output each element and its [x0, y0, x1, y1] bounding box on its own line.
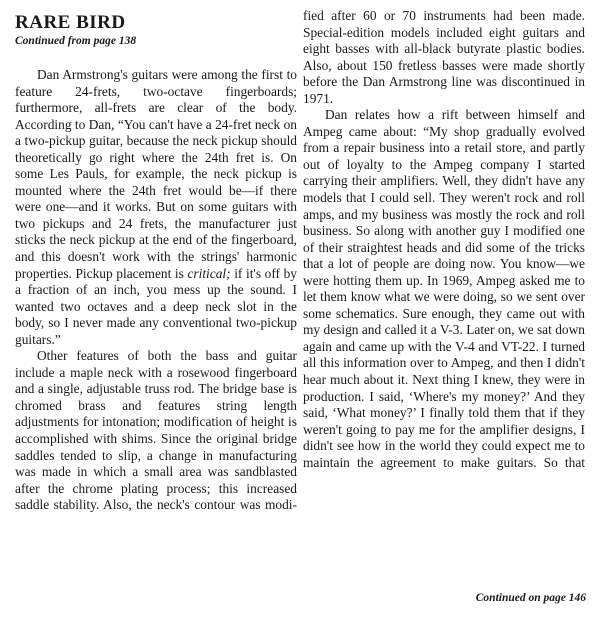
paragraph-ampeg-rift: Dan relates how a rift between himself and Ampeg came about: “My shop gradually evolved from a repair business into a retail store, and partly out of loyalty to the Ampeg company I started carrying their amplifiers. Well, they didn't have any models that I could sell. They weren't rock and roll amps, and my business was mostly the rock and roll business. So along with another guy I modified one of their straightest heads and did some of the tricks that a lot of people are doing now. You know—we were hotting them up. In 1969, Ampeg asked me to let them know what we were doing, so we sent over some schematics. Sure enough, they came out with my design and called it a V-3. Later on, we sat down again and came up with the V-4 and VT-22. I turned all this information over to Ampeg, and then I didn't hear much about it. Next thing I knew, they were in production. I said, ‘Where's my money?’ And they said, ‘What money?’ I finally told them that if they weren't going to pay me for the amplifier designs, I didn't see how in the world they could expect me to maintain the agreement to make guitars. So that: [303, 107, 585, 470]
emphasis-critical: critical;: [187, 265, 231, 281]
paragraph-special-editions: fied after 60 or 70 instruments had been made. Special-edition models included eight guitars and eight basses with all-black butyrate plastic bodies. Also, about 150 fretless basses were made shortly before the Dan Armstrong line was discontinued in 1971.: [303, 8, 585, 106]
right-column: [303, 8, 585, 471]
paragraph-fretboard-text: Dan Armstrong's guitars were among the first to feature 24-frets, two-octave fingerboards; furthermore, all-frets are clear of the body. According to Dan, “You can't have a 24-fret neck on a two-pickup guitar, because the neck pickup should theoretically go right where the 24th fret is. On some Les Pauls, for example, the neck pickup is mounted where the 24th fret would be—if there were one—and it works. But on some guitars with two pickups and 24 frets, the manufacturer just sticks the neck pickup at the end of the fingerboard, and this doesn't work with the strings' harmonic properties. Pickup placement is: [15, 67, 297, 281]
paragraph-fretboard-end: if it's off by a fraction of an inch, you mess up the sound. I wanted two octaves and a deep neck slot in the body, so I never made any conventional two-pickup guitars.”: [15, 265, 297, 347]
continued-from-note: Continued from page 138: [15, 35, 137, 47]
article-title: RARE BIRD: [15, 12, 126, 33]
paragraph-fretboard: [15, 67, 297, 348]
paragraph-features: Other features of both the bass and guitar include a maple neck with a rosewood fingerboard and a single, adjustable truss rod. The bridge base is chromed brass and features string length adjustments for intonation; modification of height is accomplished with shims. Since the original bridge saddles tended to slip, a change in manufacturing was made in which a small area was sandblasted after the chrome plating process; this increased saddle stability. Also, the neck's contour was modi-: [15, 348, 297, 513]
left-column: [15, 12, 297, 514]
continued-on-note: Continued on page 146: [475, 592, 586, 604]
